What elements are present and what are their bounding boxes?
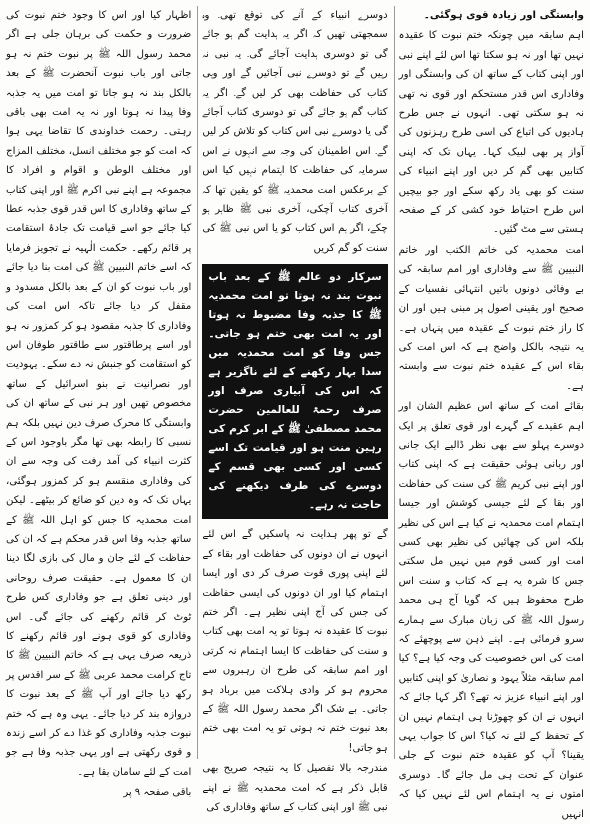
- paragraph: بقائے امت کے ساتھ اس عظیم الشان اور اہم عقیدے کے گہرے اور قوی تعلق پر ایک دوسرے پہلو سے بھی نظر ڈالیے ایک جانی اور ربانی ہوئی حقیقت ہے کہ اپنی کتاب اور اپنے نبی کریم ﷺ کی سنت کی حفاظت اور بقا کے لئے جیسی کوشش اور جیسا اہتمام امت محمدیہ نے کیا ہے اس کی نظیر بلکہ اس کی چھائیں کی نظیر بھی کسی امت اور کسی قوم میں نہیں مل سکتی جس کا شرہ یہ ہے کہ کتاب و سنت اس طرح محفوظ ہیں کہ گویا آج ہی محمد رسول اللہ ﷺ کی زبان مبارک سے ہمارے سرو فرمائی ہے۔ اپنے ذہن سے پوچھئے کہ امت کی اس خصوصیت کی وجہ کیا ہے؟ کیا امم سابقہ مثلاً یہود و نصاریٰ کو اپنی کتابیں اور اپنے انبیاء عزیز نہ تھے؟ اگر کہا جائے کہ انہوں نے ان کو چھوڑنا ہی اہتمام نہیں ان کے تحفظ کے لئے نہ کیا؟ اس کا جواب یہی یقینا؟ آپ کو عقیدہ ختم نبوت کے جلی عنوان کے تحت ہی مل جائے گا۔ دوسری امتوں نے یہ اہتمام اس لئے نہیں کیا کہ انہیں: [398, 401, 584, 820]
- article-columns: [6, 6, 584, 820]
- paragraph: گے تو پھر ہدایت نہ پاسکیں گے اس لئے انہوں نے ان دونوں کی حفاظت اور بقاء کے لئے اپنی پوری قوت صرف کر دی اور ایسا اہتمام کیا اور ان دونوں کی ایسی حفاظت کی جس کی آج اپنی نظیر ہے۔ اگر ختم نبوت کا عقیدہ نہ ہوتا تو یہ امت بھی کتاب و سنت کی حفاظت کا ایسا اہتمام نہ کرتی اور امم سابقہ کی طرح ان رہبروں سے محروم ہو کر وادی ہلاکت میں برباد ہو جاتی۔ بے شک اگر محمد رسول اللہ ﷺ کے بعد نبوت ختم نہ ہوتی تو یہ امت بھی ختم ہو جاتی!: [202, 529, 388, 754]
- paragraph: مندرجہ بالا تفصیل کا یہ نتیجہ صریح بھی قابل ذکر ہے کہ امت محمدیہ ﷺ نے اپنے نبی ﷺ اور اپنی کتاب کے ساتھ وفاداری کی: [202, 763, 388, 813]
- continued-note: باقی صفحہ ۹ پر: [123, 787, 192, 799]
- paragraph: وابستگی اور زیادہ قوی ہوگئی۔: [423, 10, 584, 21]
- highlighted-quote-box: سرکار دو عالم ﷺ کے بعد باب نبوت بند نہ ہوتا تو امت محمدیہ ﷺ کا جذبہ وفا مضبوط نہ ہوتا اور یہ امت بھی ختم ہو جاتی۔ جس وفا کو امت محمدیہ میں سدا بہار رکھنے کے لئے ناگزیر ہے کہ اس کی آبیاری صرف اور صرف رحمۃ للعالمین حضرت محمد مصطفیٰ ﷺ کے ابر کرم کی رہین منت ہو اور قیامت تک اسے کسی اور کسی بھی قسم کے دوسرے کی طرف دیکھنے کی حاجت نہ رہے۔: [202, 264, 387, 519]
- column-left: [6, 6, 192, 799]
- paragraph: اہم سابقہ میں چونکہ ختم نبوت کا عقیدہ نہیں تھا اور نہ ہو سکتا تھا اس لئے اپنے نبی اور اپنی کتاب کے ساتھ ان کی وابستگی اور وفاداری اس قدر مستحکم اور قوی نہ تھی نہ ہو سکتی تھی۔ انہوں نے جس طرح ہادیوں کی اتباع کی اسی طرح رہزنوں کی آواز پر بھی لبیک کہا۔ یہاں تک کہ اپنی کتابیں بھی گم کر دیں اور اپنے انبیاء کی سنت کو بھی یاد رکھ سکے اور جو بیچیں اس طرح احتیاط خود کشی کر کے صفحہ ہستی سے مٹ گئیں۔: [398, 30, 584, 236]
- paragraph: دوسرے انبیاء کے آنے کی توقع تھی۔ وہ سمجھتی تھیں کہ اگر یہ ہدایت گم ہو جائے گی تو دوسری ہدایت آجائے گی۔ یہ نبی نہ رہیں گے تو دوسرے نبی آجائیں گے اور وہی کتاب کی حفاظت بھی کر لیں گے۔ اگر یہ کتاب گم ہو جائے گی تو دوسری کتاب آجائے گی یا دوسرے نبی اس کتاب کو تلاش کر لیں گے۔ اس اطمینان کی وجہ سے انہوں نے اس سرمایہ کی حفاظت کا اہتمام نہیں کیا اس کے برعکس امت محمدیہ ﷺ کو یقین تھا کہ آخری کتاب آچکی، آخری نبی ﷺ ظاہر ہو چکے، اگر ہم اس کتاب کو یا اس نبی ﷺ کی سنت کو گم کریں: [202, 10, 388, 254]
- column-middle: [197, 6, 388, 813]
- paragraph: امت محمدیہ کی خاتم الکتب اور خاتم النبیین ﷺ سے وفاداری اور امم سابقہ کی بے وفائی دونوں باتیں انتہائی نفسیات کے صحیح اور یقینی اصول پر مبنی ہیں اور ان کا راز ختم نبوت کے عقیدہ میں پنہاں ہے۔ یہ نتیجہ بالکل واضح ہے کہ اس امت کی بقاء اس کے عقیدہ ختم نبوت سے وابستہ ہے۔: [398, 244, 584, 392]
- paragraph: اظہار کیا اور اس کا وجود ختم نبوت کی ضرورت و حکمت کی برہان جلی ہے اگر محمد رسول اللہ ﷺ پر نبوت ختم نہ ہو جاتی اور باب نبوت آنحضرت ﷺ کے بعد بالکل بند نہ ہو جاتا تو امت میں یہ جذبہ وفا پیدا نہ ہوتا اور نہ یہ امت بھی باقی رہتی۔ رحمت خداوندی کا تقاضا یہی ہوا کہ امت کو جو مختلف انسل، مختلف المزاج اور مختلف الوطن و اقوام و افراد کا مجموعہ ہے اپنے نبی اکرم ﷺ اور اپنی کتاب کے ساتھ وفاداری کا اس قدر قوی جذبہ عطا کیا جائے جو اسے قیامت تک جادۂ استقامت پر قائم رکھے۔ حکمت الٰہیہ نے تجویز فرمایا کہ اسے خاتم النبیین ﷺ کی امت بنا دیا جائے اور باب نبوت کو ان کے بعد بالکل مسدود و مقفل کر دیا جائے تاکہ اس امت کی وفاداری کا جذبہ مقصود ہو کر کمزور نہ ہو اور اسے پرطاقتور سے طاقتور طوفان اس کو استقامت کو جنبش نہ دے سکے۔ یہودیت اور نصرانیت نے بنو اسرائیل کے ساتھ مخصوص تھیں اور ہر نبی کے ساتھ ان کی وابستگی کا محرک صرف دین نہیں بلکہ ہم نسبی کا رابطہ بھی تھا مگر باوجود اس کے کثرت انبیاء کی آمد رفت کی وجہ سے ان کی وفاداری منقسم ہو کر کمزور ہوگئی، یہاں تک کہ وہ دین کو ضائع کر بیٹھے۔ لیکن امت محمدیہ کا جس کو اہل اللہ ﷺ کے ساتھ جذبہ وفا اس قدر محکم ہے کہ ان کی حفاظت کے لئے جان و مال کی بازی لگا دینا ان کا معمول ہے۔ حقیقت صرف روحانی اور دینی تعلق ہے جو وفاداری کس طرح ٹوٹ کر قائم رکھنے کی جائے گی۔ اس وفاداری کو قوی ہونے اور قائم رکھنے کا ذریعہ صرف یہی ہے کہ خاتم النبیین ﷺ کا تاج کرامت محمد عربی ﷺ کے سر اقدس پر رکھ دیا جائے اور آپ ﷺ کے بعد نبوت کا دروازہ بند کر دیا جائے۔ یہی وہ ہے کہ ختم نبوت جذبہ وفاداری کو غذا دے کر اسے زندہ و قوی رکھتی ہے اور یہی جذبہ وفا ہے جو امت کے لئے سامان بقا ہے۔: [6, 10, 192, 778]
- column-right: [394, 6, 584, 820]
